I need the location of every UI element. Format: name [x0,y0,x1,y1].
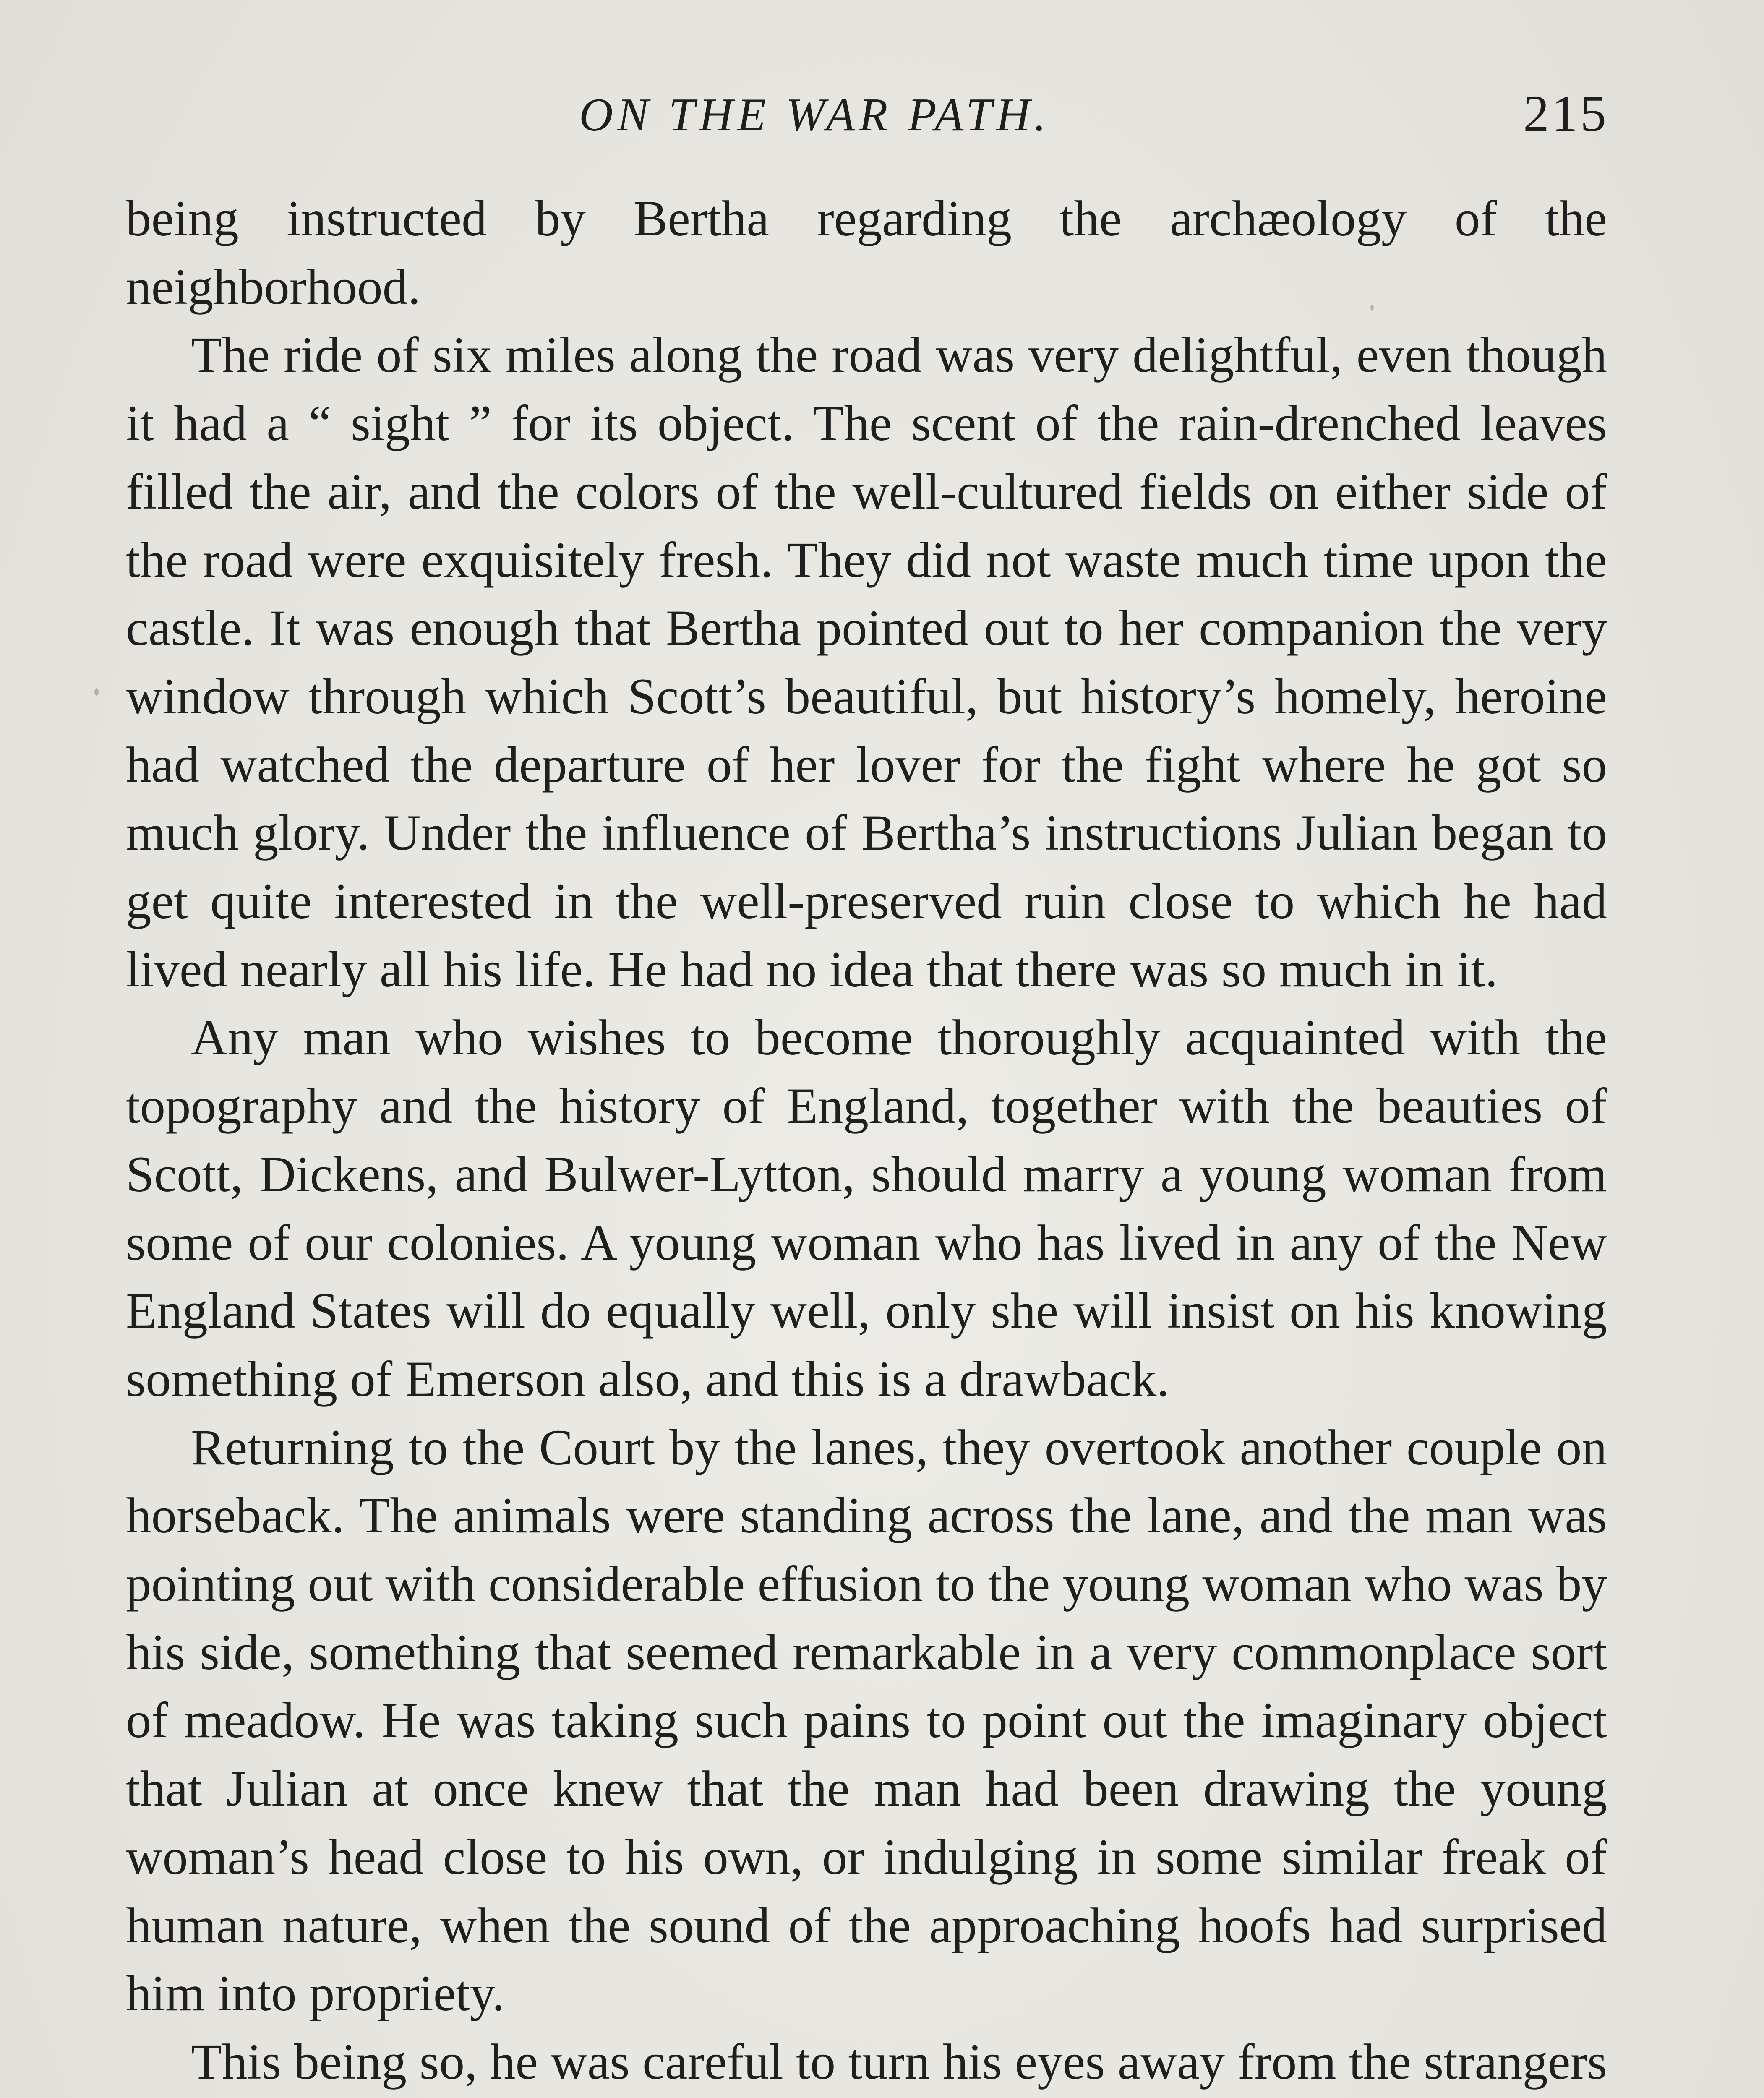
body-text [126,185,1607,2098]
page-number: 215 [1523,85,1609,142]
paper-speck [1370,305,1374,311]
running-title: ON THE WAR PATH. [579,89,1050,141]
paragraph: This being so, he was careful to turn his eyes away from the strangers [191,2033,1607,2090]
paper-speck [94,688,99,696]
paragraph: The ride of six miles along the road was very delightful, even though it had a “ sight ” for its object. The scent of the rain-drenched leaves filled the air, and the colors of the well-cultured fields on either side of the road were exquisitely fresh. They did not waste much time upon the castle. It was enough that Bertha pointed out to her companion the very window through which Scott’s beautiful, but history’s homely, heroine had watched the departure of her lover for the fight where he got so much glory. Under the influence of Bertha’s instructions Julian began to get quite interested in the well-preserved ruin close to which he had lived nearly all his life. He had no idea that there was so much in it. [126,327,1607,998]
paragraph-continuation: being instructed by Bertha regarding the archæology of the neighborhood. [126,190,1607,315]
paragraph: Any man who wishes to become thoroughly acquainted with the topography and the history of England, together with the beauties of Scott, Dickens, and Bulwer-Lytton, should marry a young woman from some of our colonies. A young woman who has lived in any of the New England States will do equally well, only she will insist on his knowing something of Emerson also, and this is a drawback. [126,1010,1607,1407]
paragraph: Returning to the Court by the lanes, they overtook another couple on horseback. The animals were standing across the lane, and the man was pointing out with considerable effusion to the young woman who was by his side, something that seemed remarkable in a very commonplace sort of meadow. He was taking such pains to point out the imaginary object that Julian at once knew that the man had been drawing the young woman’s head close to his own, or indulging in some similar freak of human nature, when the sound of the approaching hoofs had surprised him into propriety. [126,1419,1607,2022]
running-head [0,85,1764,147]
